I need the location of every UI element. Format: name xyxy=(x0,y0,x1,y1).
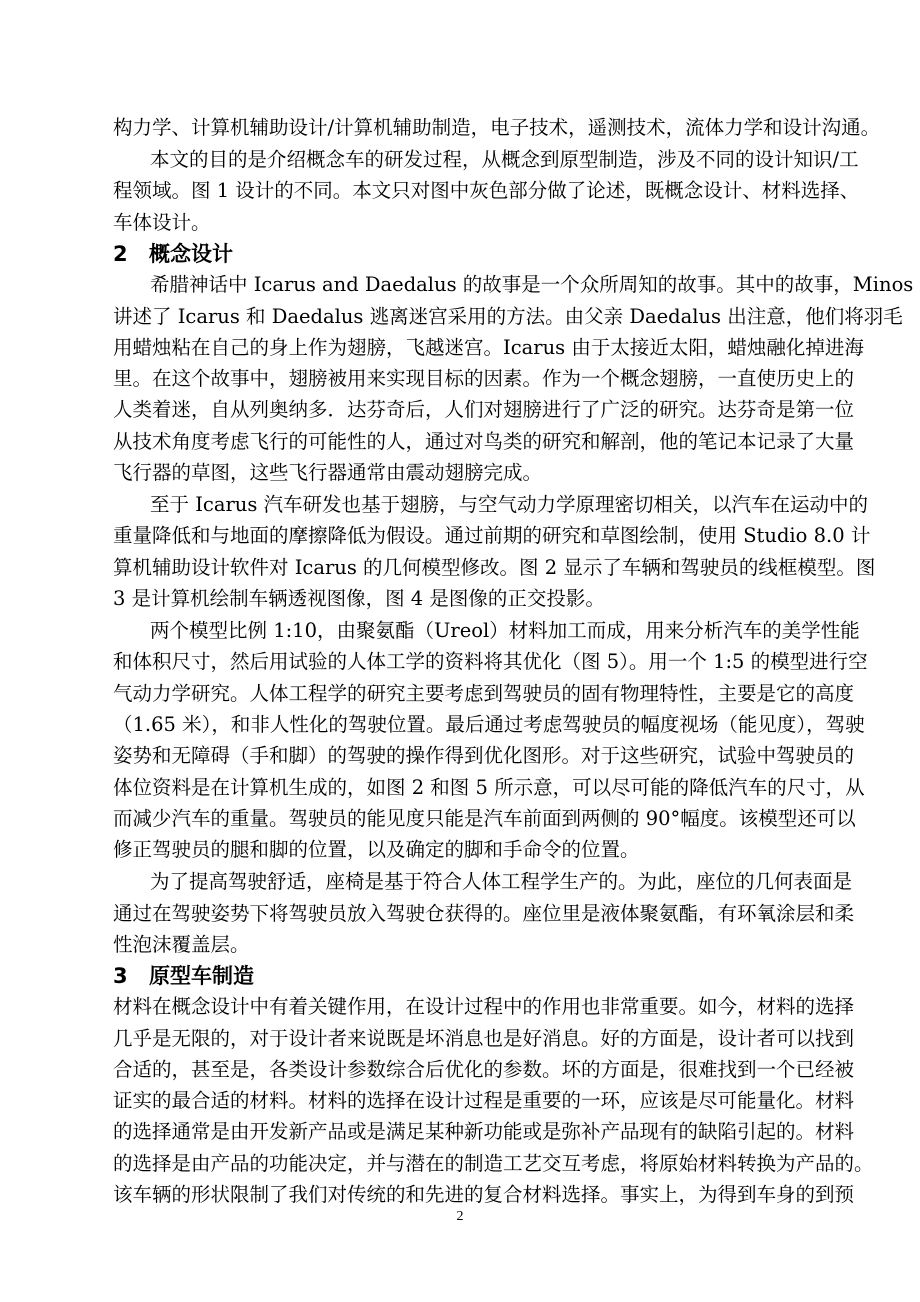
paragraph-line: 几乎是无限的，对于设计者来说既是坏消息也是好消息。好的方面是，设计者可以找到 xyxy=(113,1027,855,1050)
paragraph-line: 该车辆的形状限制了我们对传统的和先进的复合材料选择。事实上，为得到车身的到预 xyxy=(113,1183,855,1206)
section-title: 原型车制造 xyxy=(149,964,254,988)
paragraph-line: 里。在这个故事中，翅膀被用来实现目标的因素。作为一个概念翅膀，一直使历史上的 xyxy=(113,367,855,390)
section-heading xyxy=(113,241,233,267)
paragraph-line: 的选择通常是由开发新产品或是满足某种新功能或是弥补产品现有的缺陷引起的。材料 xyxy=(113,1120,855,1143)
paragraph-line: 气动力学研究。人体工程学的研究主要考虑到驾驶员的固有物理特性，主要是它的高度 xyxy=(113,682,855,705)
paragraph-line: 为了提高驾驶舒适，座椅是基于符合人体工程学生产的。为此，座位的几何表面是 xyxy=(150,870,853,893)
paragraph-line: （1.65 米），和非人性化的驾驶位置。最后通过考虑驾驶员的幅度视场（能见度），驾驶 xyxy=(113,713,865,736)
page-number: 2 xyxy=(456,1209,464,1224)
paragraph-line: 修正驾驶员的腿和脚的位置，以及确定的脚和手命令的位置。 xyxy=(113,838,640,861)
paragraph-line: 合适的，甚至是，各类设计参数综合后优化的参数。坏的方面是，很难找到一个已经被 xyxy=(113,1058,855,1081)
section-heading xyxy=(113,963,254,989)
paragraph-line: 证实的最合适的材料。材料的选择在设计过程是重要的一环，应该是尽可能量化。材料 xyxy=(113,1089,855,1112)
paragraph-line: 讲述了 Icarus 和 Daedalus 逃离迷宫采用的方法。由父亲 Daedalus 出注意，他们将羽毛 xyxy=(113,305,903,328)
paragraph-line: 车体设计。 xyxy=(113,211,211,234)
paragraph-line: 两个模型比例 1:10，由聚氨酯（Ureol）材料加工而成，用来分析汽车的美学性能 xyxy=(150,619,860,642)
paragraph-line: 通过在驾驶姿势下将驾驶员放入驾驶仓获得的。座位里是液体聚氨酯，有环氧涂层和柔 xyxy=(113,902,855,925)
paragraph-line: 构力学、计算机辅助设计/计算机辅助制造，电子技术，遥测技术，流体力学和设计沟通。 xyxy=(113,116,881,139)
paragraph-line: 而减少汽车的重量。驾驶员的能见度只能是汽车前面到两侧的 90°幅度。该模型还可以 xyxy=(113,807,856,830)
paragraph-line: 希腊神话中 Icarus and Daedalus 的故事是一个众所周知的故事。其中的故事，Minos xyxy=(150,273,914,296)
paragraph-line: 性泡沫覆盖层。 xyxy=(113,933,250,956)
paragraph-line: 体位资料是在计算机生成的，如图 2 和图 5 所示意，可以尽可能的降低汽车的尺寸，从 xyxy=(113,776,865,799)
paragraph-line: 3 是计算机绘制车辆透视图像，图 4 是图像的正交投影。 xyxy=(113,587,605,610)
paragraph-line: 本文的目的是介绍概念车的研发过程，从概念到原型制造，涉及不同的设计知识/工 xyxy=(150,148,859,171)
paragraph-line: 和体积尺寸，然后用试验的人体工学的资料将其优化（图 5）。用一个 1:5 的模型进行空 xyxy=(113,650,868,673)
paragraph-line: 用蜡烛粘在自己的身上作为翅膀，飞越迷宫。Icarus 由于太接近太阳，蜡烛融化掉进海 xyxy=(113,336,864,359)
paragraph-line: 姿势和无障碍（手和脚）的驾驶的操作得到优化图形。对于这些研究，试验中驾驶员的 xyxy=(113,744,855,767)
paragraph-line: 材料在概念设计中有着关键作用，在设计过程中的作用也非常重要。如今，材料的选择 xyxy=(113,995,855,1018)
section-number: 2 xyxy=(113,242,128,266)
paragraph-line: 程领域。图 1 设计的不同。本文只对图中灰色部分做了论述，既概念设计、材料选择、 xyxy=(113,179,860,202)
paragraph-line: 重量降低和与地面的摩擦降低为假设。通过前期的研究和草图绘制，使用 Studio 8.0 计 xyxy=(113,524,871,547)
paragraph-line: 算机辅助设计软件对 Icarus 的几何模型修改。图 2 显示了车辆和驾驶员的线框模型。图 xyxy=(113,556,876,579)
paragraph-line: 飞行器的草图，这些飞行器通常由震动翅膀完成。 xyxy=(113,461,543,484)
paragraph-line: 从技术角度考虑飞行的可能性的人，通过对鸟类的研究和解剖，他的笔记本记录了大量 xyxy=(113,430,855,453)
paragraph-line: 人类着迷，自从列奥纳多．达芬奇后，人们对翅膀进行了广泛的研究。达芬奇是第一位 xyxy=(113,398,855,421)
paragraph-line: 至于 Icarus 汽车研发也基于翅膀，与空气动力学原理密切相关，以汽车在运动中的 xyxy=(150,493,869,516)
paragraph-line: 的选择是由产品的功能决定，并与潜在的制造工艺交互考虑，将原始材料转换为产品的。 xyxy=(113,1152,874,1175)
section-title: 概念设计 xyxy=(149,242,233,266)
section-number: 3 xyxy=(113,964,128,988)
